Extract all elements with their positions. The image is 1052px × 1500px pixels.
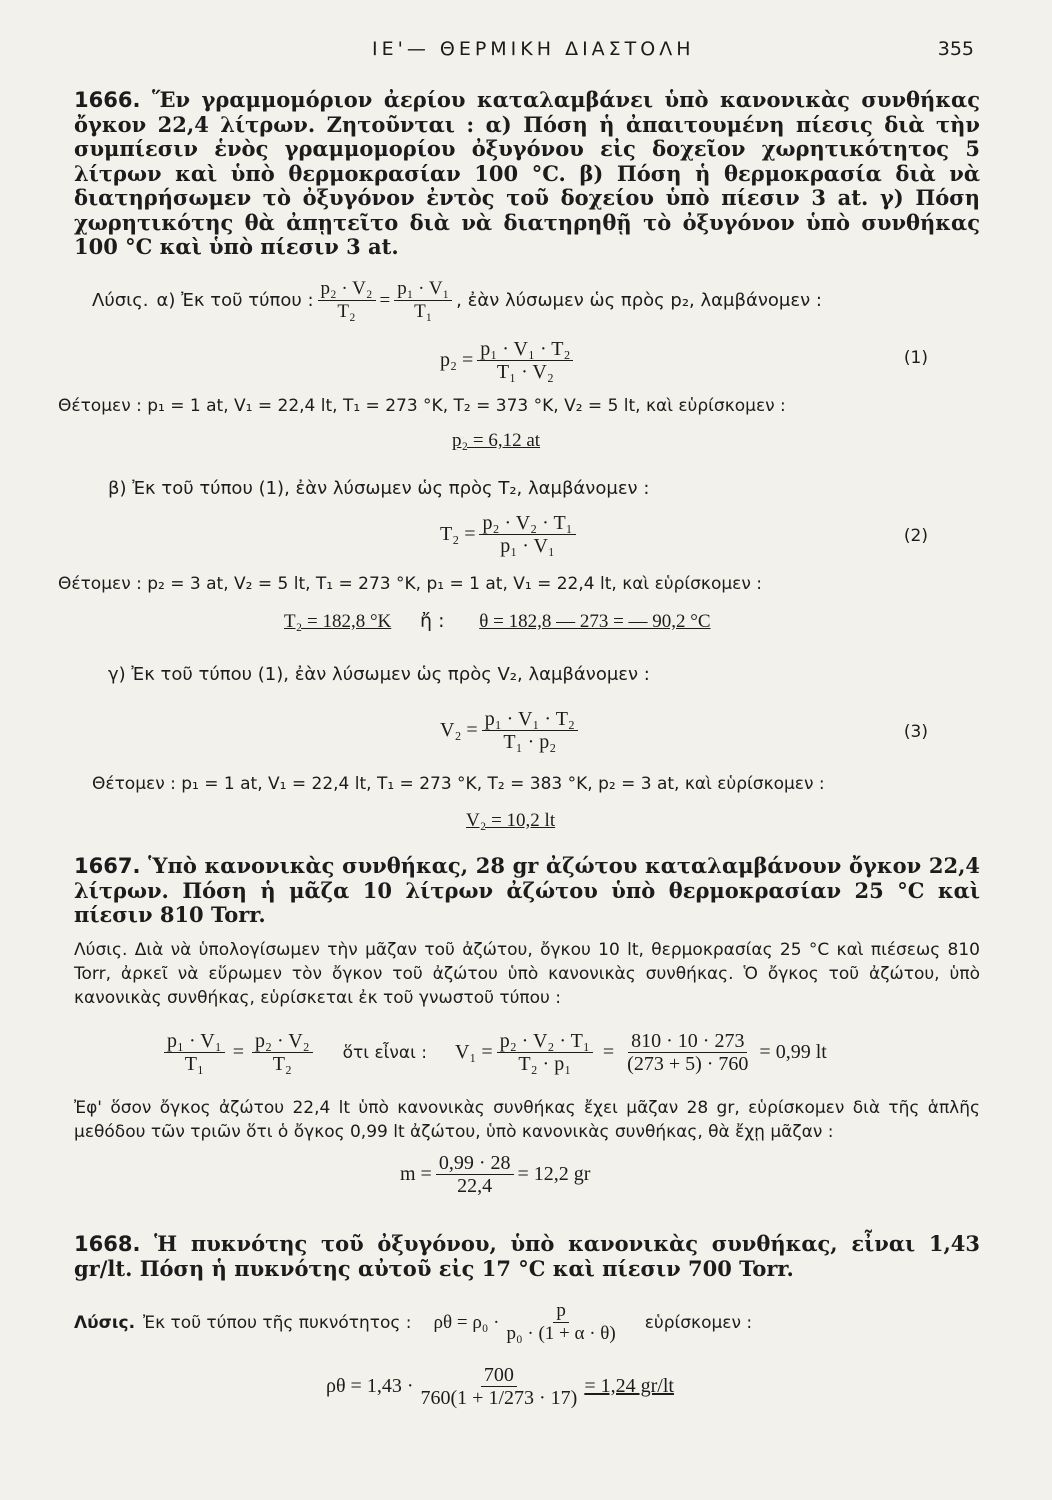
eq-fraction	[477, 338, 573, 383]
problem-number: 1668.	[74, 1232, 141, 1256]
v1-result: = 0,99 lt	[759, 1041, 827, 1063]
solution-b-intro: β) Ἐκ τοῦ τύπου (1), ἐὰν λύσωμεν ὡς πρὸς T₂, λαμβάνομεν :	[108, 478, 650, 499]
eq-fraction	[482, 708, 578, 753]
problem-number: 1666.	[74, 88, 141, 112]
chapter-title: ΙΕ'— ΘΕΡΜΙΚΗ ΔΙΑΣΤΟΛΗ	[372, 38, 695, 60]
result-c: V₂ = 10,2 lt	[466, 810, 556, 831]
equation-tag-2: (2)	[903, 526, 928, 546]
problem-text: Ὑπὸ κανονικὰς συνθήκας, 28 gr ἀζώτου καταλαμβάνουν ὄγκον 22,4 λίτρων. Πόση ἡ μᾶζα 10 λίτρων ἀζώτου ὑπὸ θερμοκρασίαν 25 °C καὶ πίεσιν 810 Torr.	[74, 853, 980, 927]
problem-text: Ἡ πυκνότης τοῦ ὀξυγόνου, ὑπὸ κανονικὰς συνθήκας, εἶναι 1,43 gr/lt. Πόση ἡ πυκνότης αὐτοῦ εἰς 17 °C καὶ πίεσιν 700 Torr.	[74, 1231, 980, 1281]
eq-lhs: p₂ =	[440, 349, 474, 371]
numerator: p₂ · V₂	[252, 1030, 313, 1053]
equation-mass	[400, 1152, 590, 1197]
denominator: T₂ · p₁	[518, 1053, 572, 1075]
eq-lhs: V₂ =	[440, 719, 478, 741]
numerator: p₁ · V₁ · T₂	[477, 338, 573, 361]
eq-fraction	[479, 512, 575, 557]
equals-sign: =	[232, 1041, 244, 1063]
denominator: T₂	[272, 1053, 292, 1075]
v1-lhs: V₁ =	[454, 1041, 493, 1063]
intro-text: α) Ἐκ τοῦ τύπου :	[156, 290, 314, 311]
m-result: = 12,2 gr	[517, 1163, 591, 1185]
numerator: 810 · 10 · 273	[628, 1030, 747, 1053]
found-text: εὑρίσκομεν :	[644, 1312, 753, 1333]
solution-a-intro	[92, 278, 822, 323]
or-label: ἤ :	[420, 610, 445, 632]
intro-tail: , ἐὰν λύσωμεν ὡς πρὸς p₂, λαμβάνομεν :	[456, 290, 822, 311]
given-a: Θέτομεν : p₁ = 1 at, V₁ = 22,4 lt, T₁ = 273 °K, T₂ = 373 °K, V₂ = 5 lt, καὶ εὑρίσκομεν :	[58, 396, 786, 416]
given-c: Θέτομεν : p₁ = 1 at, V₁ = 22,4 lt, T₁ = 273 °K, T₂ = 383 °K, p₂ = 3 at, καὶ εὑρίσκομεν :	[92, 774, 825, 794]
numerator: p₂ · V₂	[318, 278, 376, 301]
eq-lhs: T₂ =	[440, 523, 476, 545]
fraction-3	[497, 1030, 593, 1075]
equals-sign: =	[602, 1041, 615, 1063]
numerator: p	[553, 1300, 569, 1323]
denominator: (273 + 5) · 760	[627, 1053, 749, 1075]
equation-3	[440, 708, 582, 753]
given-b: Θέτομεν : p₂ = 3 at, V₂ = 5 lt, T₁ = 273 °K, p₁ = 1 at, V₁ = 22,4 lt, καὶ εὑρίσκομεν :	[58, 574, 762, 594]
denominator: p₀ · (1 + α · θ)	[506, 1323, 616, 1344]
denominator: p₁ · V₁	[500, 535, 555, 557]
numerator: p₂ · V₂ · T₁	[497, 1030, 593, 1053]
mass-fraction	[436, 1152, 514, 1197]
result-a: p₂ = 6,12 at	[452, 430, 541, 451]
numerator: 0,99 · 28	[436, 1152, 514, 1175]
rho-fraction	[504, 1300, 619, 1345]
page-number: 355	[937, 38, 974, 60]
problem-text: Ἕν γραμμομόριον ἀερίου καταλαμβάνει ὑπὸ κανονικὰς συνθήκας ὄγκον 22,4 λίτρων. Ζητοῦνται : α) Πόση ἡ ἀπαιτουμένη πίεσις διὰ τὴν συμπίεσιν ἑνὸς γραμμομορίου ὀξυγόνου εἰς δοχεῖον χωρητικότητος 5 λίτρων καὶ ὑπὸ θερμοκρασίαν 100 °C. β) Πόση ἡ θερμοκρασία διὰ νὰ διατηρήσωμεν τὸ ὀξυγόνον ἐντὸς τοῦ δοχείου ὑπὸ πίεσιν 3 at. γ) Πόση χωρητικότης θὰ ἀπῃτεῖτο διὰ νὰ διατηρηθῇ τὸ ὀξυγόνον ὑπὸ συνθήκας 100 °C καὶ ὑπὸ πίεσιν 3 at.	[74, 87, 980, 259]
paragraph-1667-mass: Ἐφ' ὅσον ὄγκος ἀζώτου 22,4 lt ὑπὸ κανονικὰς συνθήκας ἔχει μᾶζαν 28 gr, εὑρίσκομεν διὰ τῆς ἁπλῆς μεθόδου τῶν τριῶν ὅτι ὁ ὄγκος 0,99 lt ἀζώτου, ὑπὸ κανονικὰς συνθήκας, θὰ ἔχῃ μᾶζαν :	[74, 1098, 980, 1142]
numerator: p₁ · V₁ · T₂	[482, 708, 578, 731]
denominator: 22,4	[457, 1175, 493, 1197]
equals-sign: =	[379, 289, 391, 311]
m-lhs: m =	[400, 1163, 432, 1185]
problem-1666	[74, 88, 980, 260]
rho-theta-lhs: ρθ = 1,43 ·	[326, 1375, 414, 1397]
solution-c-intro: γ) Ἐκ τοῦ τύπου (1), ἐὰν λύσωμεν ὡς πρὸς V₂, λαμβάνομεν :	[108, 664, 650, 685]
equation-1667-gas-law	[160, 1030, 827, 1075]
rho-lhs: ρθ = ρ₀ ·	[433, 1311, 500, 1333]
equation-density	[326, 1364, 674, 1409]
numerator: p₁ · V₁	[164, 1030, 225, 1053]
solution-1668-intro	[74, 1300, 752, 1345]
problem-1667	[74, 854, 980, 928]
equation-tag-1: (1)	[903, 348, 928, 368]
oti-label: ὅτι εἶναι :	[342, 1042, 427, 1063]
solution-label: Λύσις.	[74, 1312, 136, 1333]
numerator: 700	[481, 1364, 517, 1387]
denominator: T₁	[184, 1053, 204, 1075]
density-result: = 1,24 gr/lt	[584, 1375, 674, 1397]
solution-1667: Λύσις. Διὰ νὰ ὑπολογίσωμεν τὴν μᾶζαν τοῦ ἀζώτου, ὄγκου 10 lt, θερμοκρασίας 25 °C καὶ πιέσεως 810 Torr, ἀρκεῖ νὰ εὕρωμεν τὸν ὄγκον τοῦ ἀζώτου ὑπὸ κανονικὰς συνθήκας. Ὁ ὄγκος τοῦ ἀζώτου, ὑπὸ κανονικὰς συνθήκας, εὑρίσκεται ἐκ τοῦ γνωστοῦ τύπου :	[74, 940, 980, 1008]
denominator: T₂	[337, 301, 356, 322]
fraction-p1v1-t1	[394, 278, 452, 323]
fraction-1	[164, 1030, 225, 1075]
intro-text: Ἐκ τοῦ τύπου τῆς πυκνότητος :	[143, 1312, 412, 1333]
denominator: T₁ · p₂	[503, 731, 557, 753]
equation-tag-3: (3)	[903, 722, 928, 742]
equation-1	[440, 338, 577, 383]
fraction-4	[624, 1030, 751, 1075]
result-theta: θ = 182,8 — 273 = — 90,2 °C	[479, 611, 711, 632]
problem-1668	[74, 1232, 980, 1281]
numerator: p₂ · V₂ · T₁	[479, 512, 575, 535]
result-t2: T₂ = 182,8 °K	[284, 611, 392, 632]
numerator: p₁ · V₁	[394, 278, 452, 301]
density-fraction	[418, 1364, 581, 1409]
result-b	[284, 610, 711, 633]
fraction-p2v2-t2	[318, 278, 376, 323]
equation-2	[440, 512, 580, 557]
solution-label: Λύσις.	[92, 290, 149, 311]
fraction-2	[252, 1030, 313, 1075]
problem-number: 1667.	[74, 854, 141, 878]
denominator: T₁ · V₂	[496, 361, 554, 383]
denominator: 760(1 + 1/273 · 17)	[420, 1387, 578, 1409]
denominator: T₁	[414, 301, 433, 322]
